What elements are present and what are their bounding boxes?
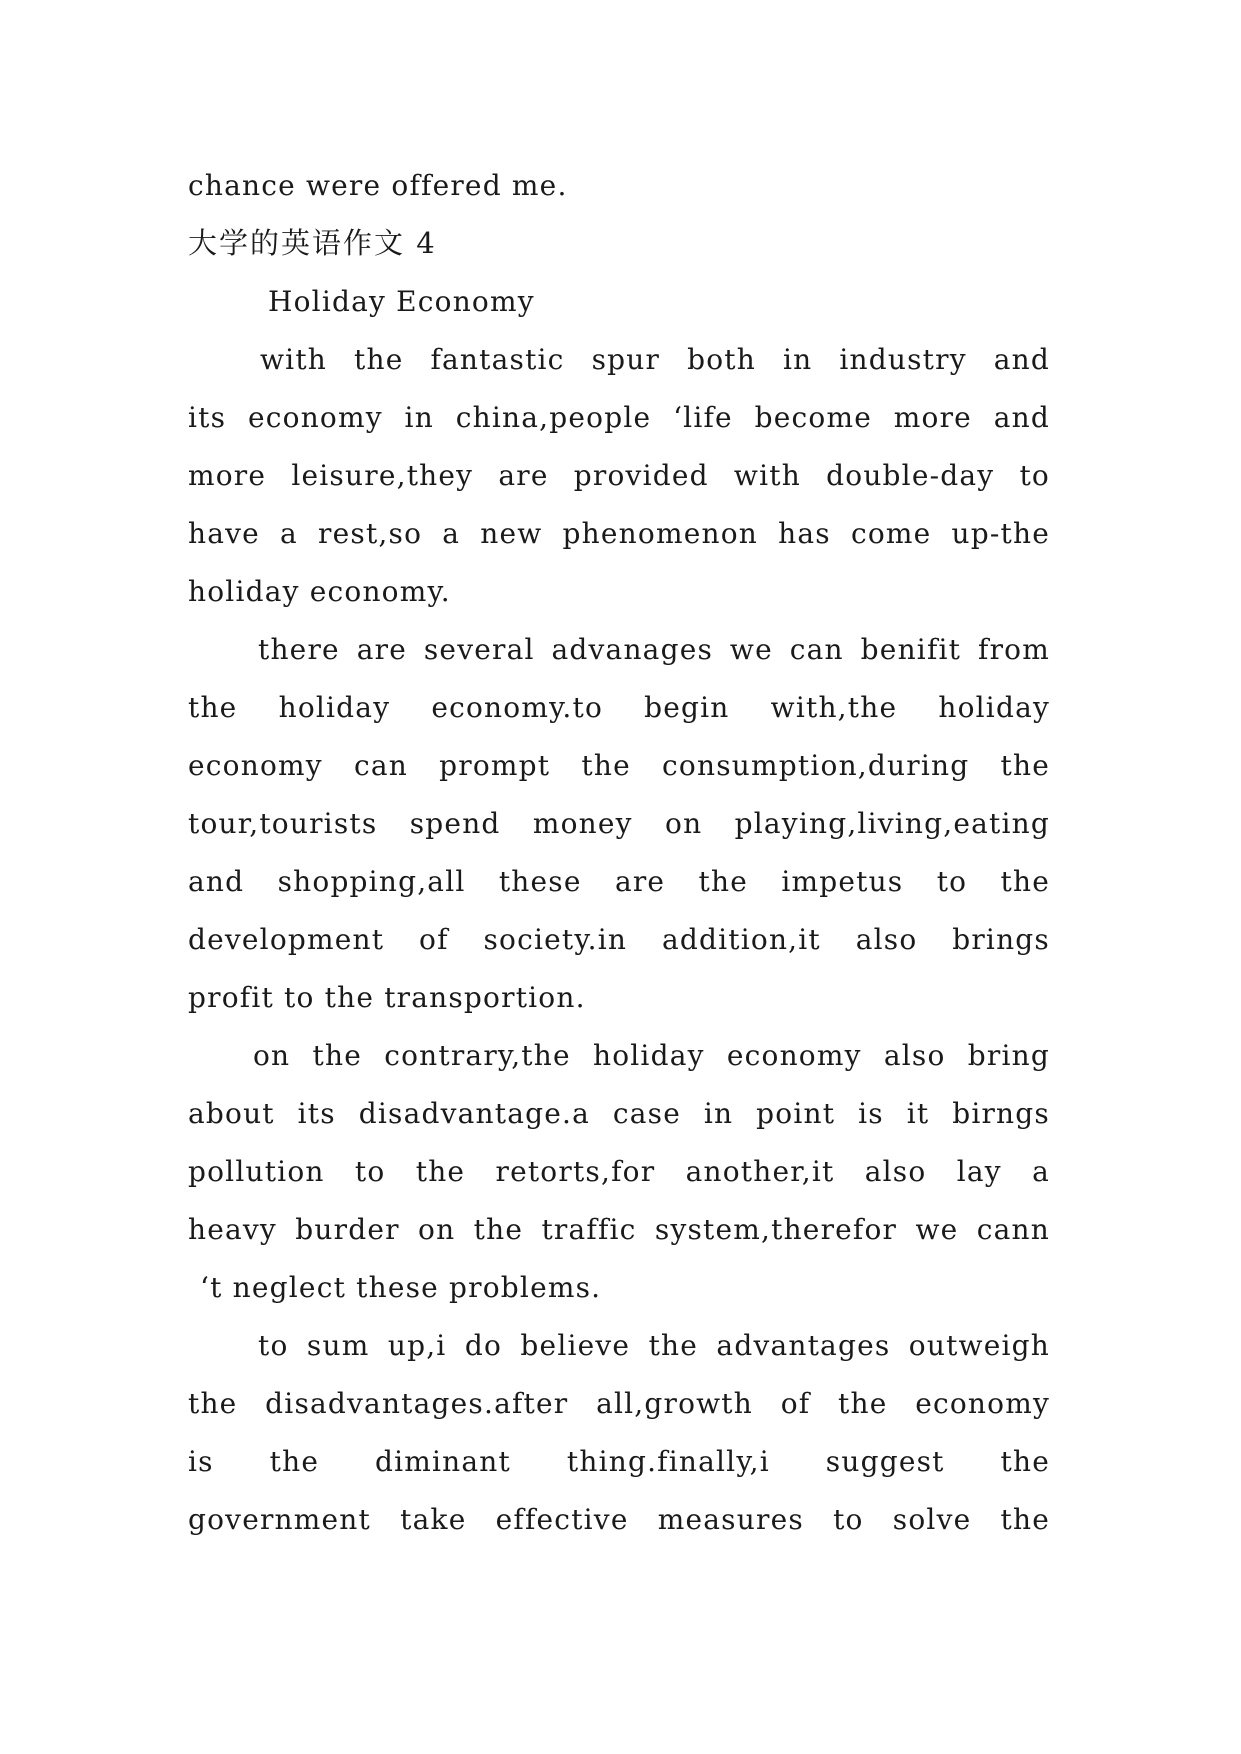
text-line: holiday economy. <box>188 575 451 608</box>
text-line: more leisure,they are provided with double-day to <box>188 459 1050 492</box>
text-line: heavy burder on the traffic system,therefor we cann <box>188 1213 1050 1246</box>
text-line: its economy in china,people ‘life become more and <box>188 401 1050 434</box>
text-line: to sum up,i do believe the advantages outweigh <box>258 1329 1050 1362</box>
text-line: and shopping,all these are the impetus to the <box>188 865 1050 898</box>
text-line: on the contrary,the holiday economy also bring <box>253 1039 1050 1072</box>
text-line: with the fantastic spur both in industry and <box>260 343 1050 376</box>
essay-title: Holiday Economy <box>268 285 535 318</box>
text-line: chance were offered me. <box>188 169 568 202</box>
text-line: government take effective measures to solve the <box>188 1503 1050 1536</box>
text-line: have a rest,so a new phenomenon has come up-the <box>188 517 1050 550</box>
text-line: tour,tourists spend money on playing,living,eating <box>188 807 1050 840</box>
text-line: the disadvantages.after all,growth of the economy <box>188 1387 1050 1420</box>
text-line: the holiday economy.to begin with,the holiday <box>188 691 1050 724</box>
text-line: ‘t neglect these problems. <box>200 1271 602 1304</box>
text-line: about its disadvantage.a case in point is it birngs <box>188 1097 1050 1130</box>
text-line: profit to the transportion. <box>188 981 586 1014</box>
text-line: economy can prompt the consumption,during the <box>188 749 1050 782</box>
text-line: pollution to the retorts,for another,it also lay a <box>188 1155 1050 1188</box>
text-line: is the diminant thing.finally,i suggest the <box>188 1445 1050 1478</box>
section-heading: 大学的英语作文 4 <box>188 226 437 260</box>
text-line: there are several advanages we can benifit from <box>258 633 1050 666</box>
text-line: development of society.in addition,it also brings <box>188 923 1050 956</box>
